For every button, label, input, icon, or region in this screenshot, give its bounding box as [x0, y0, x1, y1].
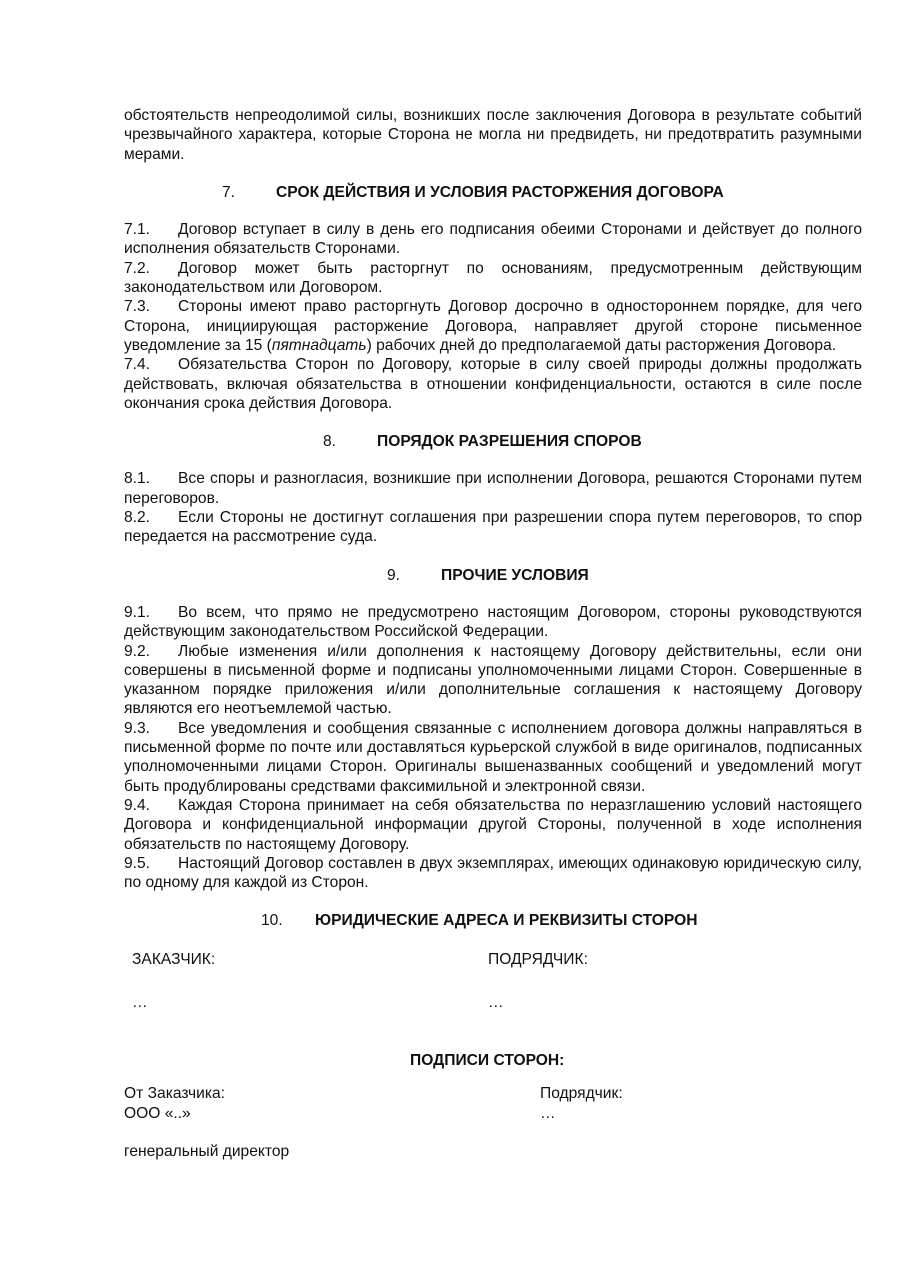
signatures-block: [124, 1081, 862, 1171]
clause-number: 8.2.: [124, 509, 151, 527]
clause-7-4: [124, 355, 862, 413]
clause-number: 7.1.: [124, 221, 151, 239]
clause-9-4: [124, 796, 862, 854]
clause-number: 9.3.: [124, 719, 151, 737]
clause-number: 7.4.: [124, 356, 151, 374]
contractor-sign-label: Подрядчик:: [540, 1084, 623, 1102]
clause-8-2: [124, 508, 862, 547]
section-title: ПРОЧИЕ УСЛОВИЯ: [441, 566, 589, 584]
section-number: 8.: [323, 433, 337, 451]
section-number: 9.: [387, 566, 401, 584]
clause-text: Если Стороны не достигнут соглашения при разрешении спора путем переговоров, то спор передается на рассмотрение суда.: [124, 509, 862, 546]
clause-text: Все уведомления и сообщения связанные с исполнением договора должны направляться в письменной форме по почте или доставляться курьерской службой в виде оригиналов, подписанных уполномоченными лицами Сторон. Оригиналы вышеназванных сообщений и уведомлений могут быть продублированы средствами факсимильной и электронной связи.: [124, 719, 862, 795]
clause-text: Договор может быть расторгнут по основаниям, предусмотренным действующим законодательством или Договором.: [124, 259, 862, 297]
section-10-heading: [124, 911, 862, 930]
customer-from-label: От Заказчика:: [124, 1084, 225, 1102]
section-9-heading: [124, 566, 862, 585]
clause-number: 8.1.: [124, 470, 151, 488]
customer-org: ООО «..»: [124, 1104, 191, 1122]
section-title: ЮРИДИЧЕСКИЕ АДРЕСА И РЕКВИЗИТЫ СТОРОН: [315, 912, 698, 930]
clause-9-1: [124, 603, 862, 642]
clause-number: 9.4.: [124, 796, 151, 814]
intro-paragraph: обстоятельств непреодолимой силы, возникших после заключения Договора в результате событий чрезвычайного характера, которые Сторона не могла ни предвидеть, ни предотвратить разумными мерами.: [124, 107, 862, 163]
contractor-details: …: [488, 993, 504, 1011]
clause-text: ) рабочих дней до предполагаемой даты расторжения Договора.: [366, 336, 837, 354]
clause-number: 9.5.: [124, 854, 151, 872]
clause-7-3: [124, 297, 862, 355]
section-7-body: [124, 220, 862, 413]
clause-text: Обязательства Сторон по Договору, которые в силу своей природы должны продолжать действовать, включая обязательства в отношении конфиденциальности, остаются в силе после окончания срока действия Договора.: [124, 356, 862, 412]
customer-details: …: [132, 993, 148, 1011]
clause-text: Во всем, что прямо не предусмотрено настоящим Договором, стороны руководствуются действующим законодательством Российской Федерации.: [124, 603, 862, 641]
customer-position: генеральный директор: [124, 1142, 290, 1160]
section-title: ПОРЯДОК РАЗРЕШЕНИЯ СПОРОВ: [377, 433, 642, 451]
clause-7-1: [124, 220, 862, 259]
clause-text: Настоящий Договор составлен в двух экземплярах, имеющих одинаковую юридическую силу, по одному для каждой из Сторон.: [124, 854, 862, 892]
customer-label: ЗАКАЗЧИК:: [132, 950, 216, 968]
clause-text-italic: пятнадцать: [271, 336, 367, 354]
section-8-heading: [124, 432, 862, 451]
clause-9-5: [124, 854, 862, 893]
signatures-title: ПОДПИСИ СТОРОН:: [410, 1051, 565, 1069]
clause-text: Стороны имеют право расторгнуть Договор досрочно в одностороннем порядке, для чего Сторона, инициирующая расторжение Договора, направляет другой стороне письменное уведомление за 15 (: [124, 298, 862, 354]
clause-8-1: [124, 469, 862, 508]
section-number: 7.: [222, 183, 236, 201]
clause-number: 7.3.: [124, 298, 151, 316]
clause-text: Любые изменения и/или дополнения к настоящему Договору действительны, если они совершены в письменной форме и подписаны уполномоченными лицами Сторон. Совершенные в указанном порядке приложения и/или дополнительные соглашения к настоящему Договору являются его неотъемлемой частью.: [124, 642, 862, 718]
clause-number: 7.2.: [124, 259, 151, 277]
section-number: 10.: [261, 912, 283, 930]
section-9-body: [124, 603, 862, 892]
contractor-label: ПОДРЯДЧИК:: [488, 950, 588, 968]
clause-number: 9.2.: [124, 642, 151, 660]
clause-number: 9.1.: [124, 603, 151, 621]
clause-text: Каждая Сторона принимает на себя обязательства по неразглашению условий настоящего Договора и конфиденциальной информации другой Стороны, полученной в ходе исполнения обязательств по настоящему Договору.: [124, 796, 862, 853]
clause-7-2: [124, 259, 862, 298]
clause-text: Договор вступает в силу в день его подписания обеими Сторонами и действует до полного исполнения обязательств Сторонами.: [124, 221, 862, 258]
document-page: [124, 106, 862, 1171]
clause-text: Все споры и разногласия, возникшие при исполнении Договора, решаются Сторонами путем переговоров.: [124, 470, 862, 507]
section-title: СРОК ДЕЙСТВИЯ И УСЛОВИЯ РАСТОРЖЕНИЯ ДОГОВОРА: [276, 183, 724, 201]
section-8-body: [124, 469, 862, 546]
party-details: [124, 931, 862, 1081]
clause-9-3: [124, 719, 862, 796]
contractor-sign-name: …: [540, 1104, 556, 1122]
clause-9-2: [124, 642, 862, 719]
section-7-heading: [124, 183, 862, 202]
